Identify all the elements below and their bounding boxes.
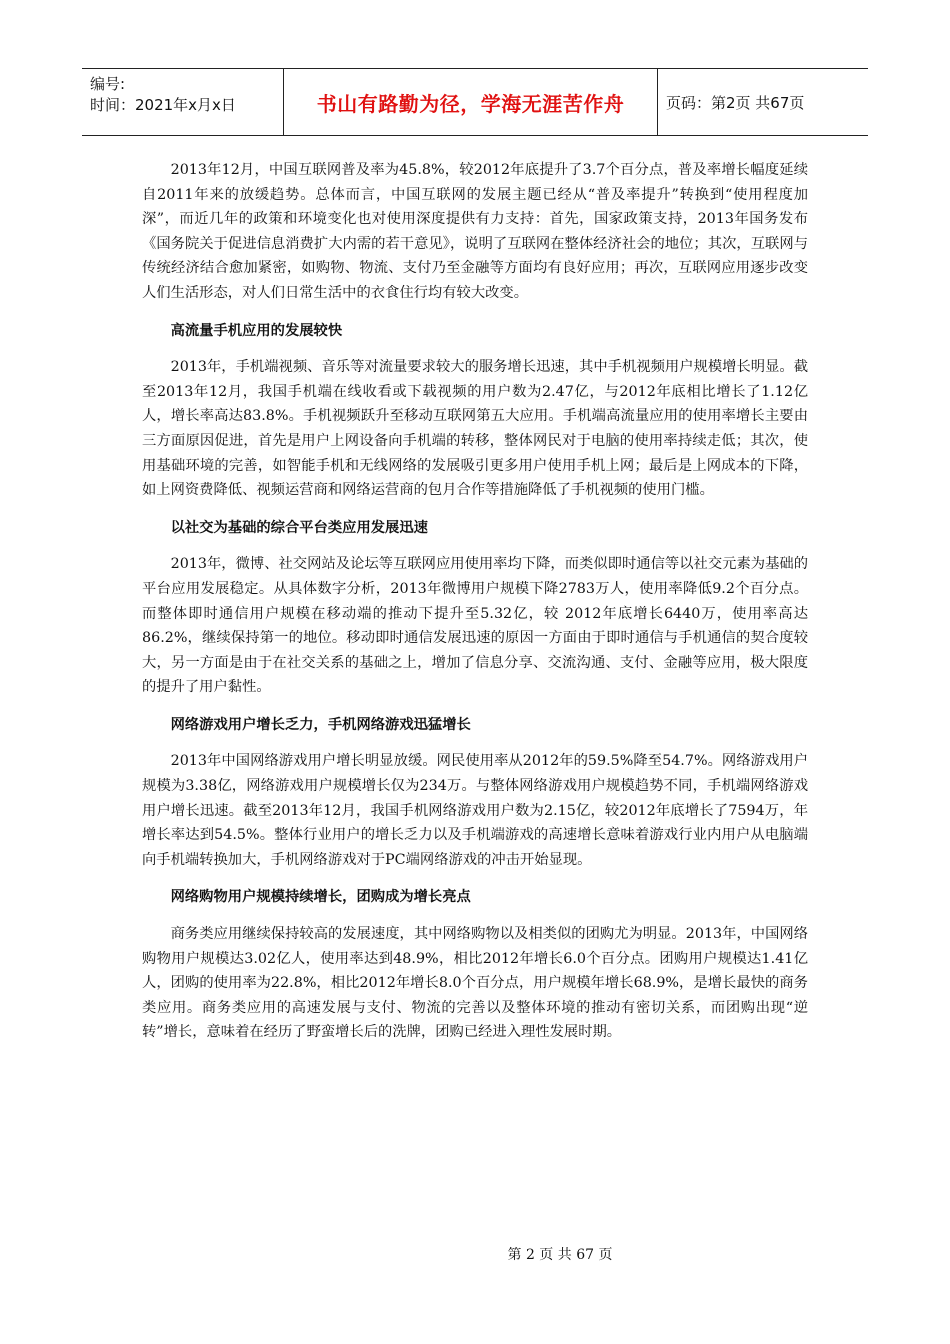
document-body xyxy=(142,158,808,1045)
body-paragraph: 2013年，微博、社交网站及论坛等互联网应用使用率均下降，而类似即时通信等以社交元素为基础的平台应用发展稳定。从具体数字分析，2013年微博用户规模下降2783万人，使用率降低9.2个百分点。而整体即时通信用户规模在移动端的推动下提升至5.32亿，较 2012年底增长6440万，使用率高达86.2%，继续保持第一的地位。移动即时通信发展迅速的原因一方面由于即时通信与手机通信的契合度较大，另一方面是由于在社交关系的基础之上，增加了信息分享、交流沟通、支付、金融等应用，极大限度的提升了用户黏性。 xyxy=(142,556,808,696)
page-header xyxy=(82,68,868,136)
section-heading: 以社交为基础的综合平台类应用发展迅速 xyxy=(170,519,428,536)
body-paragraph: 2013年12月，中国互联网普及率为45.8%，较2012年底提升了3.7个百分点，普及率增长幅度延续自2011年来的放缓趋势。总体而言，中国互联网的发展主题已经从“普及率提升”转换到“使用程度加深”，而近几年的政策和环境变化也对使用深度提供有力支持：首先，国家政策支持，2013年国务发布《国务院关于促进信息消费扩大内需的若干意见》，说明了互联网在整体经济社会的地位；其次，互联网与传统经济结合愈加紧密，如购物、物流、支付乃至金融等方面均有良好应用；再次，互联网应用逐步改变人们生活形态，对人们日常生活中的衣食住行均有较大改变。 xyxy=(142,162,808,301)
page-footer: 第 2 页 共 67 页 xyxy=(507,1247,613,1263)
body-paragraph: 2013年中国网络游戏用户增长明显放缓。网民使用率从2012年的59.5%降至54.7%。网络游戏用户规模为3.38亿，网络游戏用户规模增长仅为234万。与整体网络游戏用户规模趋势不同，手机端网络游戏用户增长迅速。截至2013年12月，我国手机网络游戏用户数为2.15亿，较2012年底增长了7594万，年增长率达到54.5%。整体行业用户的增长乏力以及手机端游戏的高速增长意味着游戏行业内用户从电脑端向手机端转换加大，手机网络游戏对于PC端网络游戏的冲击开始显现。 xyxy=(142,753,808,868)
document-code-label: 编号: xyxy=(90,75,126,93)
header-meta xyxy=(82,69,284,135)
body-paragraph: 2013年，手机端视频、音乐等对流量要求较大的服务增长迅速，其中手机视频用户规模增长明显。截至2013年12月，我国手机端在线收看或下载视频的用户数为2.47亿，与2012年底相比增长了1.12亿人，增长率高达83.8%。手机视频跃升至移动互联网第五大应用。手机端高流量应用的使用率增长主要由三方面原因促进，首先是用户上网设备向手机端的转移，整体网民对于电脑的使用率持续走低；其次，使用基础环境的完善，如智能手机和无线网络的发展吸引更多用户使用手机上网；最后是上网成本的下降，如上网资费降低、视频运营商和网络运营商的包月合作等措施降低了手机视频的使用门槛。 xyxy=(142,359,808,499)
section-heading: 网络游戏用户增长乏力，手机网络游戏迅猛增长 xyxy=(170,716,471,733)
header-page-number: 页码：第2页 共67页 xyxy=(666,93,805,112)
section-heading: 高流量手机应用的发展较快 xyxy=(170,322,343,339)
header-motto: 书山有路勤为径，学海无涯苦作舟 xyxy=(284,69,658,135)
body-paragraph: 商务类应用继续保持较高的发展速度，其中网络购物以及相类似的团购尤为明显。2013年，中国网络购物用户规模达3.02亿人，使用率达到48.9%，相比2012年增长6.0个百分点。团购用户规模达1.41亿人，团购的使用率为22.8%，相比2012年增长8.0个百分点，用户规模年增长68.9%，是增长最快的商务类应用。商务类应用的高速发展与支付、物流的完善以及整体环境的推动有密切关系，而团购出现“逆转”增长，意味着在经历了野蛮增长后的洗牌，团购已经进入理性发展时期。 xyxy=(142,926,808,1041)
document-date-label: 时间：2021年x月x日 xyxy=(90,96,236,114)
section-heading: 网络购物用户规模持续增长，团购成为增长亮点 xyxy=(170,889,471,906)
